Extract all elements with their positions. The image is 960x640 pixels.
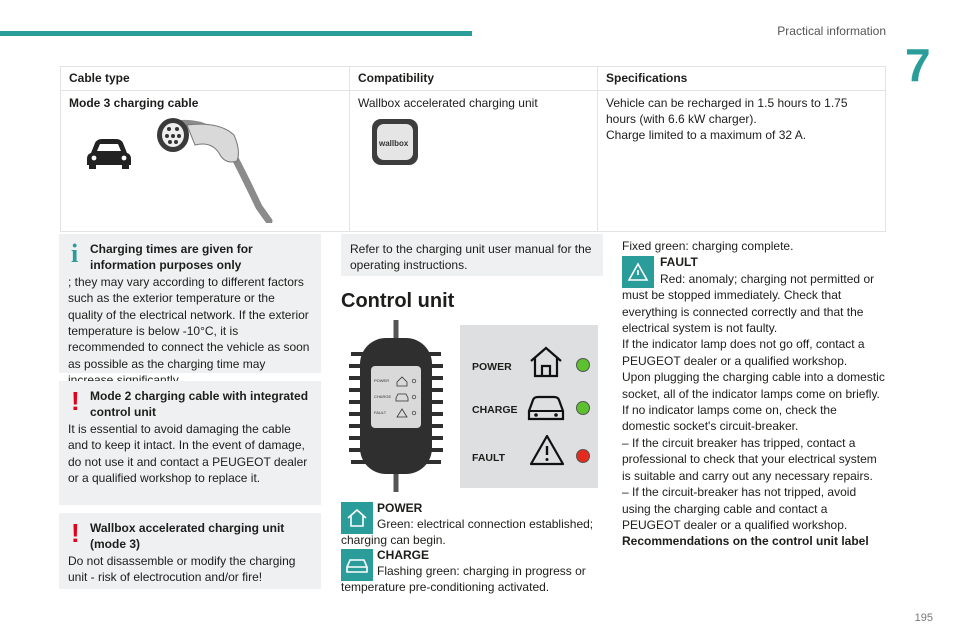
page-number: 195 <box>914 612 933 624</box>
control-unit-illustration <box>341 320 451 492</box>
fault-badge <box>622 256 654 288</box>
device-charge-label: CHARGE <box>374 394 392 399</box>
compatibility-value: Wallbox accelerated charging unit <box>358 96 538 110</box>
paragraph: – If the circuit breaker has tripped, contact a professional to check that your electrical system is suitable and carry out any necessary repairs. <box>622 435 877 483</box>
table-header-specifications: Specifications <box>598 67 886 91</box>
paragraph: If no indicator lamps come on, check the domestic socket's circuit-breaker. <box>622 403 837 434</box>
connector-icon <box>157 118 269 221</box>
fault-title: FAULT <box>660 255 698 270</box>
cable-type-value: Mode 3 charging cable <box>69 96 199 110</box>
power-lamp <box>576 358 590 372</box>
spec-line-1: Vehicle can be recharged in 1.5 hours to 1.75 hours (with 6.6 kW charger). <box>606 96 848 126</box>
right-column <box>622 238 887 550</box>
charge-text: Flashing green: charging in progress or temperature pre-conditioning activated. <box>341 564 586 595</box>
indicator-panel <box>460 325 598 488</box>
info-icon: i <box>71 239 79 268</box>
paragraph: – If the circuit-breaker has not tripped, avoid using the charging cable and contact a PEUGEOT dealer or a qualified workshop. <box>622 485 857 532</box>
wallbox-icon <box>372 119 418 165</box>
warning-note-wallbox <box>59 513 321 589</box>
table-header-compatibility: Compatibility <box>350 67 598 91</box>
paragraph: Upon plugging the charging cable into a domestic socket, all of the indicator lamps come on briefly. <box>622 370 885 401</box>
recommendations-heading: Recommendations on the control unit label <box>622 534 869 549</box>
warning-icon: ! <box>71 518 80 548</box>
warning-note-mode2 <box>59 381 321 505</box>
fixed-green-text: Fixed green: charging complete. <box>622 239 794 253</box>
fault-text: Red: anomaly; charging not permitted or must be stopped immediately. Check that everything is connected correctly and that the electrical system is not faulty. <box>622 271 875 336</box>
panel-power-label: POWER <box>472 361 512 373</box>
paragraph: If the indicator lamp does not go off, contact a PEUGEOT dealer or a qualified workshop. <box>622 337 865 368</box>
charge-lamp <box>576 401 590 415</box>
refer-note-text: Refer to the charging unit user manual for the operating instructions. <box>350 242 592 273</box>
info-note-text: ; they may vary according to different factors such as the exterior temperature or the quality of the electrical network. If the exterior temperature is below -10°C, it is recommended to connect the vehicle as soon as possible as the charging time may <box>68 274 310 371</box>
warning-mode2-bold: Mode 2 charging cable with integrated control unit <box>90 389 309 420</box>
mode3-cable-illustration <box>69 111 279 223</box>
device-power-label: POWER <box>374 378 390 383</box>
warning-icon: ! <box>71 386 80 416</box>
header-accent-bar <box>0 31 472 36</box>
refer-note <box>341 234 603 276</box>
chapter-number: 7 <box>905 39 931 91</box>
car-icon <box>526 391 566 423</box>
cell-cable-type <box>61 91 350 232</box>
fault-lamp <box>576 449 590 463</box>
panel-fault-label: FAULT <box>472 452 506 464</box>
charge-title: CHARGE <box>377 548 430 562</box>
section-title: Practical information <box>777 24 886 38</box>
device-fault-label: FAULT <box>374 410 387 415</box>
table-header-cable-type: Cable type <box>61 67 350 91</box>
panel-charge-label: CHARGE <box>472 404 518 416</box>
house-icon <box>528 345 564 379</box>
warning-triangle-icon <box>529 433 565 467</box>
warning-wallbox-bold: Wallbox accelerated charging unit (mode 3) <box>90 521 285 552</box>
cell-compatibility <box>350 91 598 232</box>
info-note-bold: Charging times are given for information purposes only <box>90 242 253 273</box>
warning-wallbox-text: Do not disassemble or modify the charging unit - risk of electrocution and/or fire! <box>68 553 296 585</box>
table-row <box>61 91 886 232</box>
power-title: POWER <box>377 501 423 515</box>
power-text: Green: electrical connection established; charging can begin. <box>341 517 594 548</box>
control-unit-heading: Control unit <box>341 290 455 312</box>
warning-mode2-text: It is essential to avoid damaging the cable and to keep it intact. In the event of damage, do not use it and contact a PEUGEOT dealer or a qualified workshop to replace it. <box>68 421 308 486</box>
cell-specifications <box>598 91 886 232</box>
info-note <box>59 234 321 373</box>
cable-spec-table <box>60 66 886 232</box>
car-icon <box>87 139 131 169</box>
wallbox-logo-text: wallbox <box>379 139 409 148</box>
spec-line-2: Charge limited to a maximum of 32 A. <box>606 128 807 142</box>
warning-triangle-icon <box>627 262 649 282</box>
